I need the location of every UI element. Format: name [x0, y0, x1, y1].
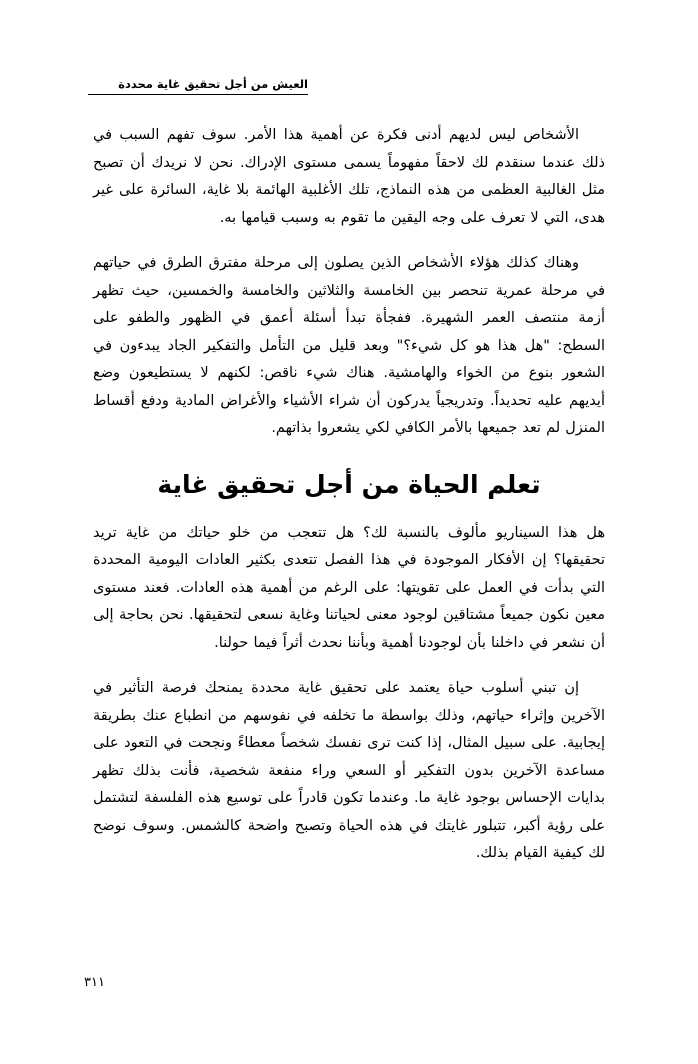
section-heading: تعلم الحياة من أجل تحقيق غاية: [157, 469, 541, 499]
body-paragraph: إن تبني أسلوب حياة يعتمد على تحقيق غاية محددة يمنحك فرصة التأثير في الآخرين وإثراء حياتهم، وذلك بواسطة ما تخلفه في نفوسهم من انطباع عنك بطريقة إيجابية. على سبيل المثال، إذا كنت ترى نفسك شخصاً معطاءً ونجحت في التعود على مساعدة الآخرين بدون التفكير أو السعي وراء منفعة شخصية، فأنت بذلك تظهر بدايات الإحساس بوجود غاية ما. وعندما تكون قادراً على توسيع هذه الفلسفة لتشتمل على رؤية أكبر، تتبلور غايتك في هذه الحياة وتصبح واضحة كالشمس. وسوف نوضح لك كيفية القيام بذلك.: [93, 680, 605, 862]
running-header-rule: [88, 94, 308, 95]
running-header: [88, 78, 308, 95]
body-paragraph: هل هذا السيناريو مألوف بالنسبة لك؟ هل تتعجب من خلو حياتك من غاية تريد تحقيقها؟ إن الأفكار الموجودة في هذا الفصل تتعدى بكثير العادات اليومية المحددة التي بدأت في العمل على تقويتها: على الرغم من أهمية هذه العادات. فعند مستوى معين نكون جميعاً مشتاقين لوجود معنى لحياتنا وغاية نسعى لتحقيقها. نحن بحاجة إلى أن نشعر في داخلنا بأن لوجودنا أهمية وبأننا نحدث أثراً فيما حولنا.: [93, 524, 605, 651]
page-number: ٣١١: [84, 975, 105, 990]
body-paragraph: الأشخاص ليس لديهم أدنى فكرة عن أهمية هذا الأمر. سوف تفهم السبب في ذلك عندما سنقدم لك لاحقاً مفهوماً يسمى مستوى الإدراك. نحن لا نريدك أن تصبح مثل الغالبية العظمى من هذه النماذج، تلك الأغلبية الهائمة بلا غاية، السائرة على غير هدى، التي لا تعرف على وجه اليقين ما تقوم به وسبب قيامها به.: [93, 127, 605, 226]
page-content: [93, 122, 605, 868]
running-header-title: العيش من أجل تحقيق غاية محددة: [118, 77, 308, 91]
body-paragraph: وهناك كذلك هؤلاء الأشخاص الذين يصلون إلى مرحلة مفترق الطرق في حياتهم في مرحلة عمرية تنحصر بين الخامسة والثلاثين والخامسة والخمسين، حيث تظهر أزمة منتصف العمر الشهيرة. ففجأة تبدأ أسئلة أعمق في الظهور والطفو على السطح: "هل هذا هو كل شيء؟" وبعد قليل من التأمل والتفكير الجاد يبدءون في الشعور بنوع من الخواء والهامشية. هناك شيء ناقص: لكنهم لا يستطيعون وضع أيديهم عليه تحديداً. وتدريجياً يدركون أن شراء الأشياء والأغراض المادية ودفع أقساط المنزل لم تعد جميعها بالأمر الكافي لكي يشعروا بذاتهم.: [93, 255, 605, 436]
